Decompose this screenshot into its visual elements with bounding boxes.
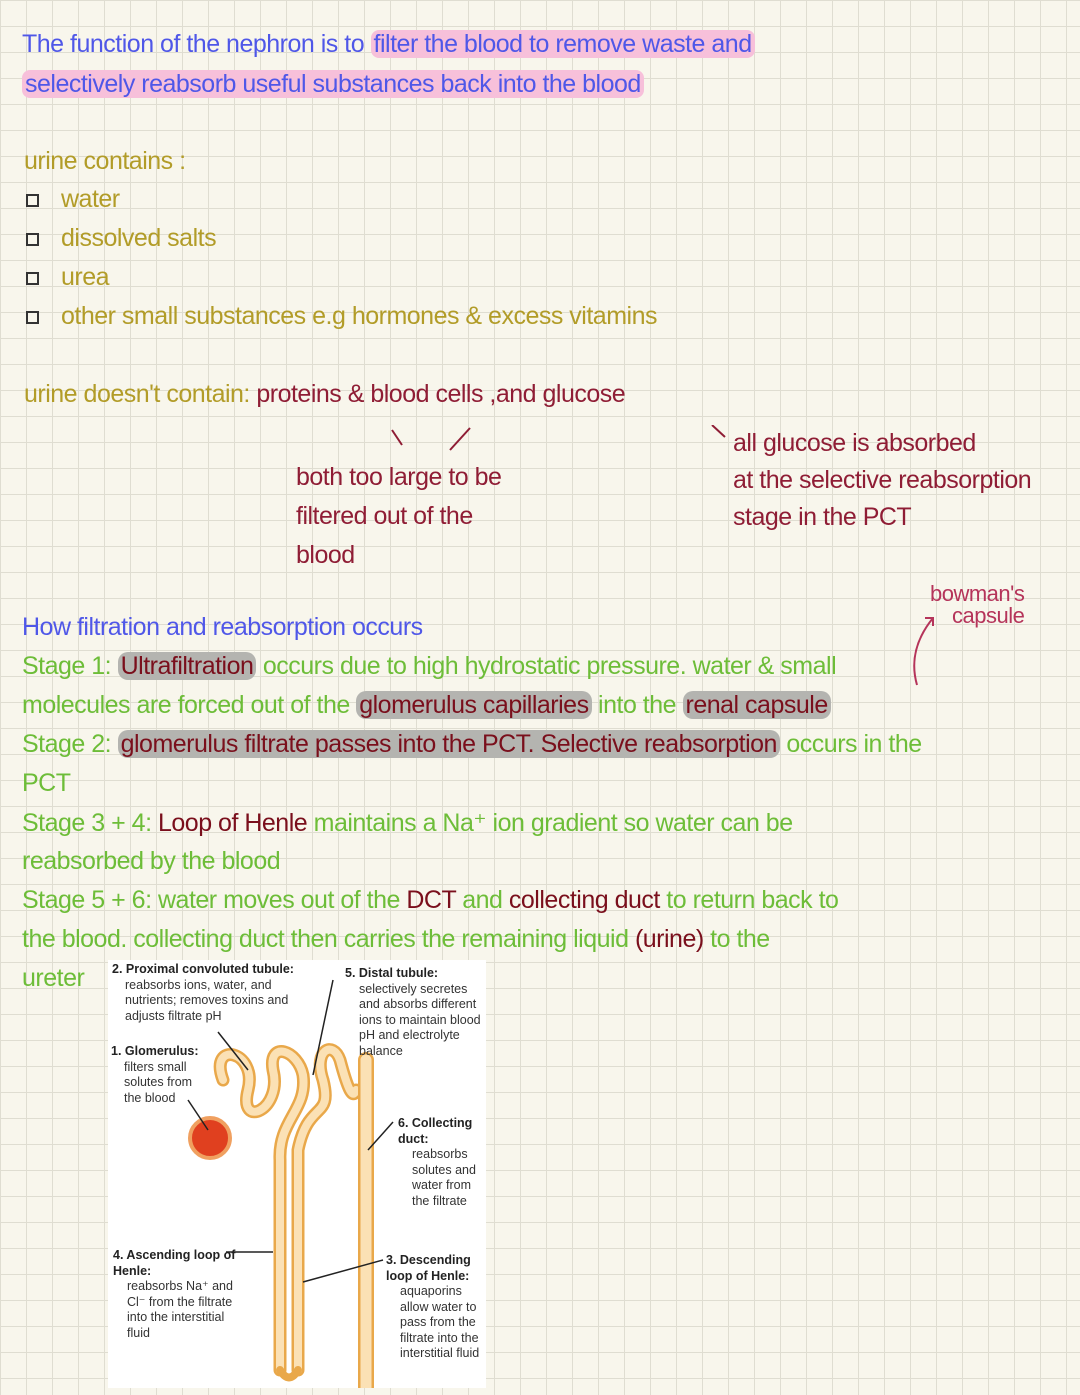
key-term: renal capsule bbox=[683, 691, 831, 719]
intro-text: function of the nephron is to bbox=[70, 30, 365, 58]
stage-56-line-2 bbox=[22, 925, 770, 954]
key-term: Loop of Henle bbox=[157, 809, 308, 837]
stage-34-line-2: reabsorbed by the blood bbox=[22, 847, 281, 875]
list-item bbox=[26, 185, 120, 214]
urine-not-line bbox=[24, 380, 625, 409]
intro-text: The bbox=[22, 30, 64, 58]
label-glomerulus bbox=[111, 1044, 211, 1106]
stage-text: water moves out of the bbox=[157, 886, 400, 914]
nephron-diagram bbox=[108, 960, 486, 1388]
stage-56-line-3: ureter bbox=[22, 964, 85, 992]
list-item bbox=[26, 224, 216, 253]
note-line: filtered out of the bbox=[296, 502, 473, 530]
checkbox-icon bbox=[26, 233, 39, 246]
stage-label: Stage 1: bbox=[22, 652, 112, 680]
label: urine doesn't contain: bbox=[24, 380, 250, 408]
checkbox-icon bbox=[26, 311, 39, 324]
item-text: other small substances e.g hormones & excess vitamins bbox=[61, 302, 657, 330]
key-term: glomerulus filtrate passes into the PCT. Selective reabsorption bbox=[118, 730, 780, 758]
key-term: collecting duct bbox=[508, 886, 660, 914]
label-title: 3. Descending loop of Henle: bbox=[386, 1253, 471, 1283]
note-line: both too large to be bbox=[296, 463, 502, 491]
label-title: 4. Ascending loop of Henle: bbox=[113, 1248, 236, 1278]
stage-label: Stage 5 + 6: bbox=[22, 886, 152, 914]
stage-56-line-1 bbox=[22, 886, 838, 915]
label-ascending-loop bbox=[113, 1248, 238, 1341]
label-title: 1. Glomerulus: bbox=[111, 1044, 199, 1058]
stage-text: the blood. collecting duct then carries the remaining liquid bbox=[22, 925, 629, 953]
key-term: Ultrafiltration bbox=[118, 652, 257, 680]
label-text: reabsorbs ions, water, and nutrients; removes toxins and adjusts filtrate pH bbox=[125, 977, 289, 1023]
stage-1-line-1 bbox=[22, 652, 836, 681]
annotation-line: capsule bbox=[952, 603, 1025, 628]
label-text: reabsorbs Na⁺ and Cl⁻ from the filtrate into the interstitial fluid bbox=[127, 1279, 233, 1340]
stage-text: to the bbox=[710, 925, 770, 953]
label-collecting-duct bbox=[398, 1116, 478, 1209]
stage-text: molecules are forced out of the bbox=[22, 691, 350, 719]
stage-label: Stage 3 + 4: bbox=[22, 809, 152, 837]
stage-2-line-1 bbox=[22, 730, 922, 759]
note-line: blood bbox=[296, 541, 355, 569]
intro-line-2 bbox=[22, 70, 644, 99]
stage-text: occurs due to high hydrostatic pressure. water & small bbox=[262, 652, 837, 680]
item-text: urea bbox=[61, 263, 110, 291]
arrow-lines bbox=[380, 425, 760, 460]
stage-text: into the bbox=[598, 691, 677, 719]
key-term: DCT bbox=[406, 886, 456, 914]
key-term: glomerulus capillaries bbox=[356, 691, 591, 719]
label-descending-loop bbox=[386, 1253, 486, 1362]
process-heading: How filtration and reabsorption occurs bbox=[22, 613, 423, 641]
label-text: aquaporins allow water to pass from the filtrate into the interstitial fluid bbox=[400, 1284, 480, 1360]
checkbox-icon bbox=[26, 272, 39, 285]
note-line: at the selective reabsorption bbox=[733, 466, 1032, 494]
stage-text: to return back to bbox=[666, 886, 839, 914]
annotation-line: bowman's bbox=[930, 581, 1025, 606]
stage-text: maintains a Na⁺ ion gradient so water can be bbox=[313, 809, 793, 837]
stage-2-line-2: PCT bbox=[22, 769, 71, 797]
list-item bbox=[26, 302, 657, 331]
note-line: all glucose is absorbed bbox=[733, 429, 976, 457]
arrow-icon bbox=[905, 610, 945, 690]
stage-text: and bbox=[462, 886, 503, 914]
list-item bbox=[26, 263, 109, 292]
note-line: stage in the PCT bbox=[733, 503, 912, 531]
checkbox-icon bbox=[26, 194, 39, 207]
label-title: 6. Collecting duct: bbox=[398, 1116, 473, 1146]
highlighted-text: selectively reabsorb useful substances back into the blood bbox=[22, 70, 644, 98]
stage-text: occurs in the bbox=[786, 730, 922, 758]
key-term: (urine) bbox=[634, 925, 704, 953]
label-text: filters small solutes from the blood bbox=[124, 1059, 193, 1105]
label-text: selectively secretes and absorbs different ions to maintain blood pH and electrolyte balance bbox=[359, 981, 481, 1058]
label-distal-tubule bbox=[345, 966, 487, 1059]
proteins-note bbox=[296, 458, 501, 575]
stage-1-line-2 bbox=[22, 691, 831, 720]
item-text: dissolved salts bbox=[61, 224, 217, 252]
value: proteins & blood cells ,and glucose bbox=[256, 380, 626, 408]
label-text: reabsorbs solutes and water from the filtrate bbox=[412, 1147, 476, 1208]
stage-label: Stage 2: bbox=[22, 730, 112, 758]
glucose-note bbox=[733, 425, 1031, 536]
intro-line-1 bbox=[22, 30, 755, 59]
stage-34-line-1 bbox=[22, 808, 793, 838]
urine-contains-heading: urine contains : bbox=[24, 147, 186, 175]
highlighted-text: filter the blood to remove waste and bbox=[371, 30, 755, 58]
label-title: 5. Distal tubule: bbox=[345, 966, 439, 980]
label-title: 2. Proximal convoluted tubule: bbox=[112, 962, 294, 976]
item-text: water bbox=[61, 185, 120, 213]
label-proximal-tubule bbox=[112, 962, 312, 1024]
